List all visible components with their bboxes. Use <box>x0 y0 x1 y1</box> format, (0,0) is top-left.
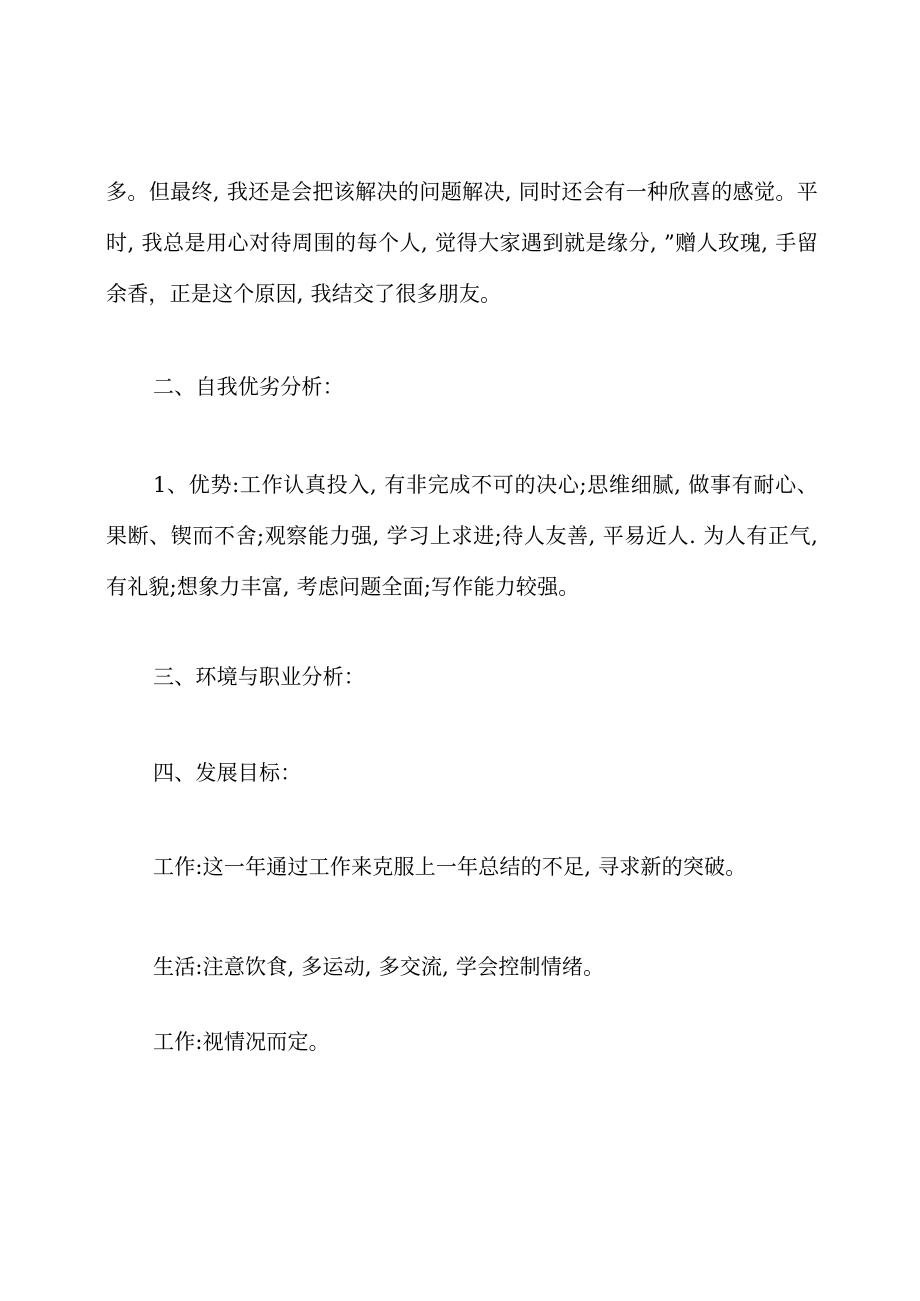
goal-life-paragraph: 生活:注意饮食, 多运动, 多交流, 学会控制情绪。 <box>153 955 605 979</box>
section-two-heading: 二、自我优劣分析： <box>153 375 344 399</box>
goal-work-paragraph: 工作:这一年通过工作来克服上一年总结的不足, 寻求新的突破。 <box>153 855 747 879</box>
strengths-paragraph: 1、优势:工作认真投入, 有非完成不可的决心;思维细腻, 做事有耐心、果断、锲而不舍;观察能力强, 学习上求进;待人友善, 平易近人. 为人有正气, 有礼貌;想象力丰富, 考虑问题全面;写作能力较强。 <box>106 473 818 599</box>
section-three-heading: 三、环境与职业分析： <box>153 665 365 689</box>
section-four-heading: 四、发展目标： <box>153 761 302 785</box>
intro-paragraph: 多。但最终, 我还是会把该解决的问题解决, 同时还会有一种欣喜的感觉。平时, 我总是用心对待周围的每个人, 觉得大家遇到就是缘分, ”赠人玫瑰, 手留余香，正是这个原因, 我结交了很多朋友。 <box>106 180 818 306</box>
goal-work-followup-paragraph: 工作:视情况而定。 <box>153 1030 330 1054</box>
